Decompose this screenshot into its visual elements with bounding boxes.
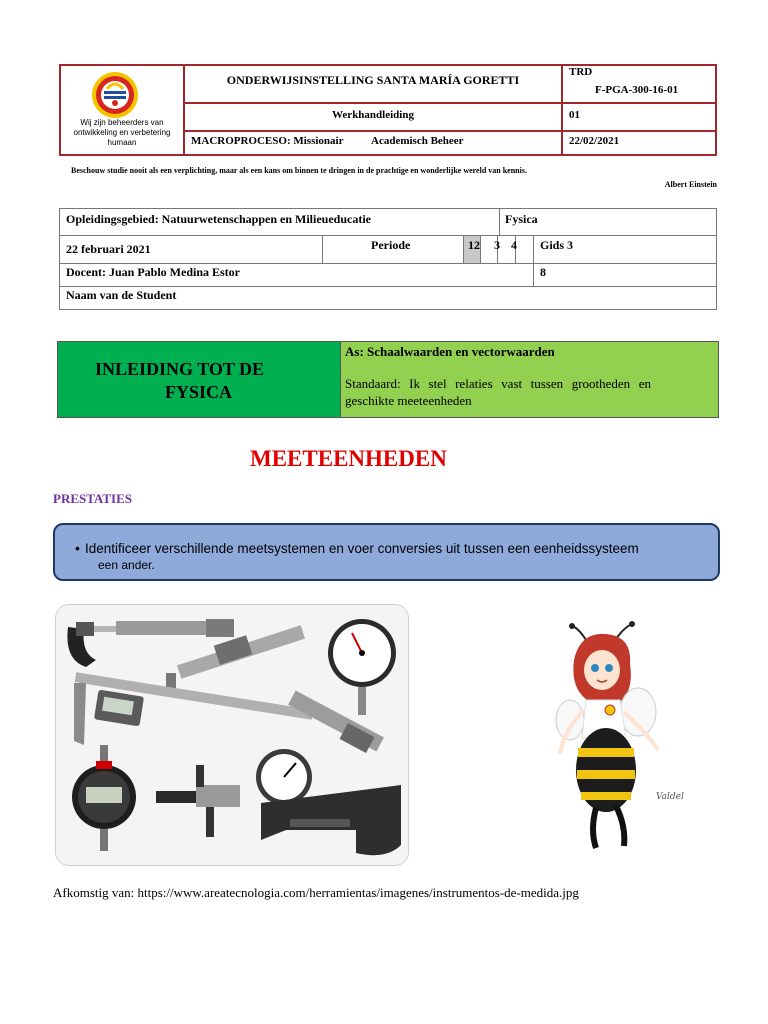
logo-caption-line1: Wij zijn beheerders van [80,118,164,127]
document-type: Werkhandleiding [332,109,414,121]
measuring-instruments-image [55,604,409,866]
intro-detail-cell [341,342,718,417]
document-date: 22/02/2021 [569,135,620,147]
macroproceso: MACROPROCESO: Missionair [191,135,344,147]
image-source: Afkomstig van: https://www.areatecnologia.com/herramientas/imagenes/instrumentos-de-medida.jpg [53,885,579,900]
intro-title-cell [58,342,341,417]
period-3: 3 [494,238,500,252]
subject: Fysica [505,212,538,226]
process-name: Academisch Beheer [371,135,464,147]
document-code: F-PGA-300-16-01 [595,84,679,96]
intro-axis: As: Schaalwaarden en vectorwaarden [345,344,555,359]
logo-caption-line3: humaan [107,138,137,147]
bee-mascot-illustration [550,620,670,860]
student-name-label: Naam van de Student [66,288,177,302]
school-logo [91,71,139,119]
achievements-heading: PRESTATIES [53,491,132,506]
logo-caption-line2: ontwikkeling en verbetering [73,128,171,137]
quote-text: Beschouw studie nooit als een verplichting, maar als een kans om binnen te dringen in de prachtige en wonderlijke wereld van kennis. [71,166,527,175]
intro-standard: Standaard: Ik stel relaties vast tussen grootheden en geschikte meeteenheden [345,376,651,408]
artist-signature: Valdel [656,792,684,802]
student-info-table [59,208,717,310]
logo-caption [61,118,183,148]
intro-title-line1: INLEIDING TOT DE [95,359,265,379]
teacher-name: Docent: Juan Pablo Medina Estor [66,265,240,279]
achievement-bullet: • [75,540,80,556]
period-label: Periode [371,238,411,252]
period-12: 12 [468,238,480,252]
period-4: 4 [511,238,517,252]
quote-author: Albert Einstein [664,180,717,189]
achievement-box [53,523,720,581]
intro-box [57,341,719,418]
study-area: Opleidingsgebied: Natuurwetenschappen en Milieueducatie [66,212,372,226]
trd-label: TRD [569,66,593,78]
guide-number: Gids 3 [540,238,574,252]
grade: 8 [540,265,546,279]
intro-title-line2: FYSICA [165,382,233,402]
main-title: MEETEENHEDEN [250,446,447,471]
header-table [59,64,717,156]
achievement-line2: een ander. [98,558,155,572]
document-version: 01 [569,109,580,121]
guide-date: 22 februari 2021 [66,242,151,256]
achievement-line1: Identificeer verschillende meetsystemen en voer conversies uit tussen een eenheidssysteem [85,541,639,556]
institution-name: ONDERWIJSINSTELLING SANTA MARÍA GORETTI [226,73,520,87]
